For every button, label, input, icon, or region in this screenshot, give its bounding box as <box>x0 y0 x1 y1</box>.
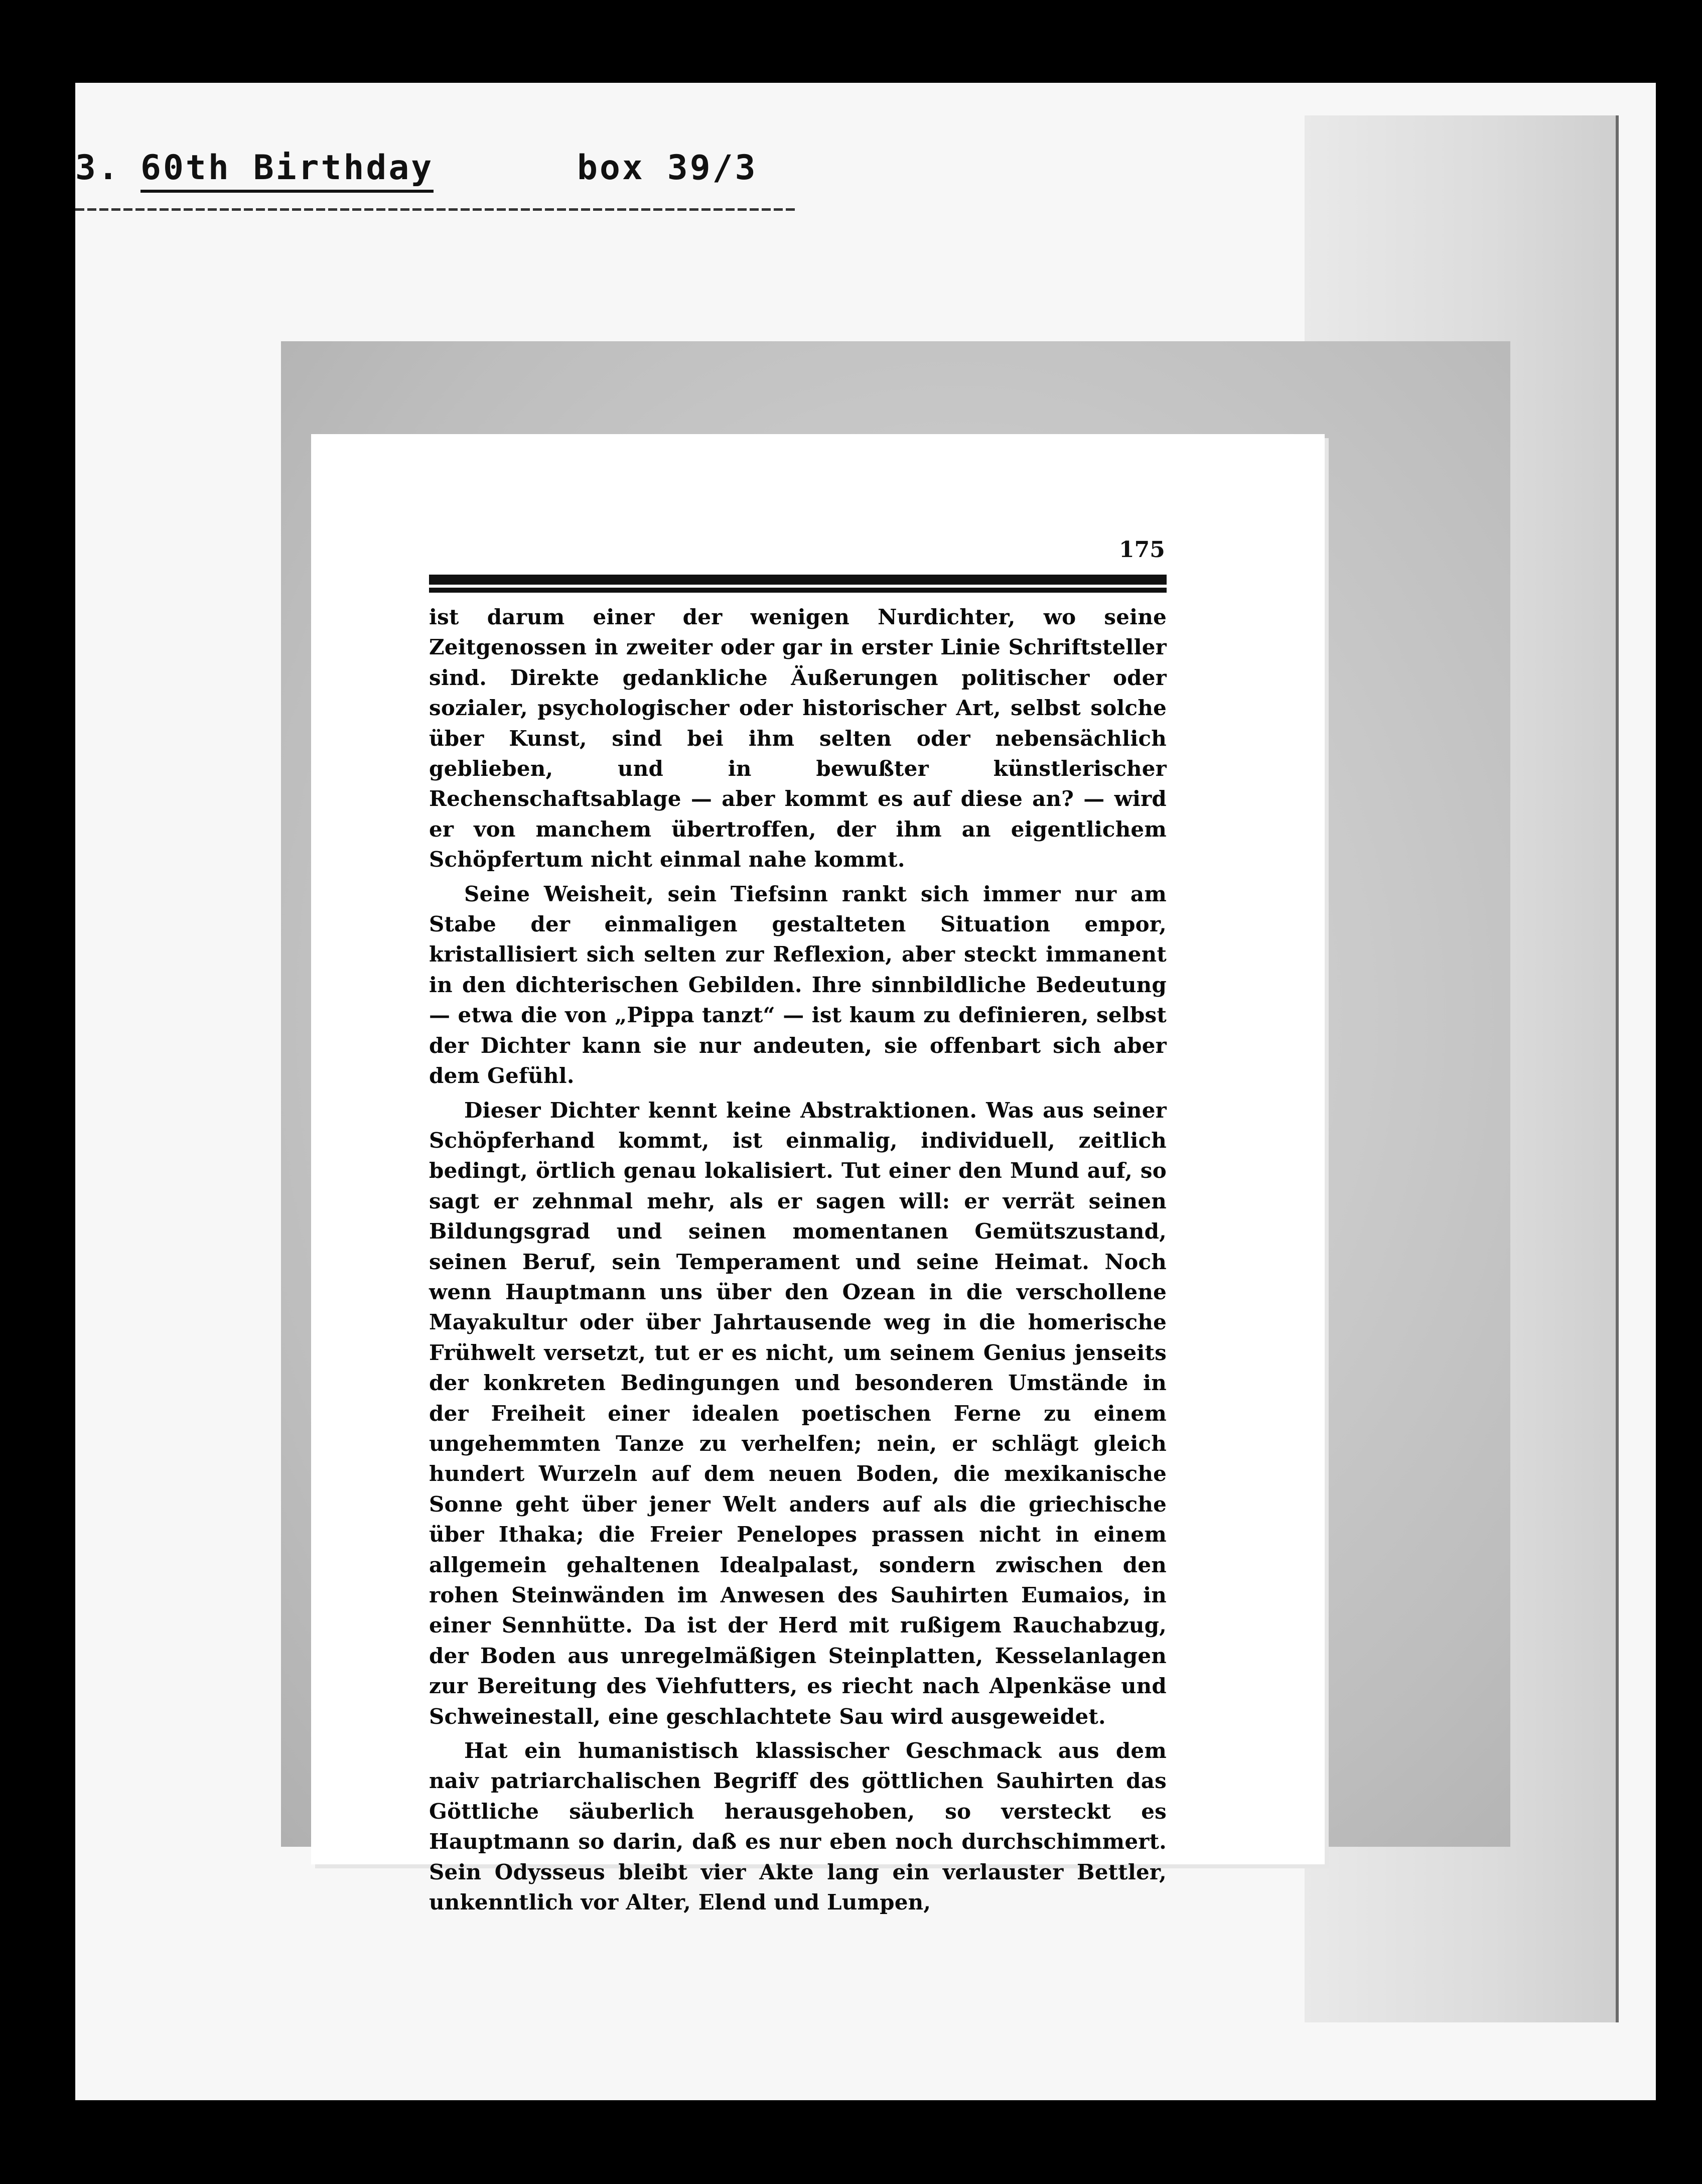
folder-number: 3. <box>75 148 120 188</box>
header-divider <box>75 208 798 211</box>
article-text <box>429 602 1167 1915</box>
paragraph-4: Hat ein humanistisch klassischer Geschmack aus dem naiv patriarchalischen Begriff des göttlichen Sauhirten das Göttliche säuberlich herausgehoben, so versteckt es Hauptmann so darin, daß es nur eben noch durchschimmert. Sein Odysseus bleibt vier Akte lang ein verlauster Bettler, unkenntlich vor Alter, Elend und Lumpen, <box>429 1738 1167 1915</box>
folder-title: 60th Birthday <box>140 148 434 193</box>
paragraph-2: Seine Weisheit, sein Tiefsinn rankt sich immer nur am Stabe der einmaligen gestalteten Situation empor, kristallisiert sich selten zur Reflexion, aber steckt immanent in den dichterischen Gebilden. Ihre sinnbildliche Bedeutung — etwa die von „Pippa tanzt“ — ist kaum zu definieren, selbst der Dichter kann sie nur andeuten, sie offenbart sich aber dem Gefühl. <box>429 881 1167 1088</box>
paragraph-3: Dieser Dichter kennt keine Abstraktionen. Was aus seiner Schöpferhand kommt, ist einmalig, individuell, zeitlich bedingt, örtlich genau lokalisiert. Tut einer den Mund auf, so sagt er zehnmal mehr, als er sagen will: er verrät seinen Bildungsgrad und seinen momentanen Gemütszustand, seinen Beruf, sein Temperament und seine Heimat. Noch wenn Hauptmann uns über den Ozean in die verschollene Mayakultur oder über Jahrtausende weg in die homerische Frühwelt versetzt, tut er es nicht, um seinem Genius jenseits der konkreten Bedingungen und besonderen Umstände in der Freiheit einer idealen poetischen Ferne zu einem ungehemmten Tanze zu verhelfen; nein, er schlägt gleich hundert Wurzeln auf dem neuen Boden, die mexikanische Sonne geht über jener Welt anders auf als die griechische über Ithaka; die Freier Penelopes prassen nicht in einem allgemein gehaltenen Idealpalast, sondern zwischen den rohen Steinwänden im Anwesen des Sauhirten Eumaios, in einer Sennhütte. Da ist der Herd mit rußigem Rauchabzug, der Boden aus unregelmäßigen Steinplatten, Kesselanlagen zur Bereitung des Viehfutters, es riecht nach Alpenkäse und Schweinestall, eine geschlachtete Sau wird ausgeweidet. <box>429 1098 1167 1729</box>
page-number: 175 <box>1119 537 1165 563</box>
paragraph-1: ist darum einer der wenigen Nurdichter, wo seine Zeitgenossen in zweiter oder gar in erster Linie Schriftsteller sind. Direkte gedankliche Äußerungen politischer oder sozialer, psychologischer oder historischer Art, selbst solche über Kunst, sind bei ihm selten oder nebensächlich geblieben, und in bewußter künstlerischer Rechenschaftsablage — aber kommt es auf diese an? — wird er von manchem übertroffen, der ihm an eigentlichem Schöpfertum nicht einmal nahe kommt. <box>429 605 1167 872</box>
page-rule <box>429 575 1167 593</box>
box-label: box 39/3 <box>577 148 758 188</box>
